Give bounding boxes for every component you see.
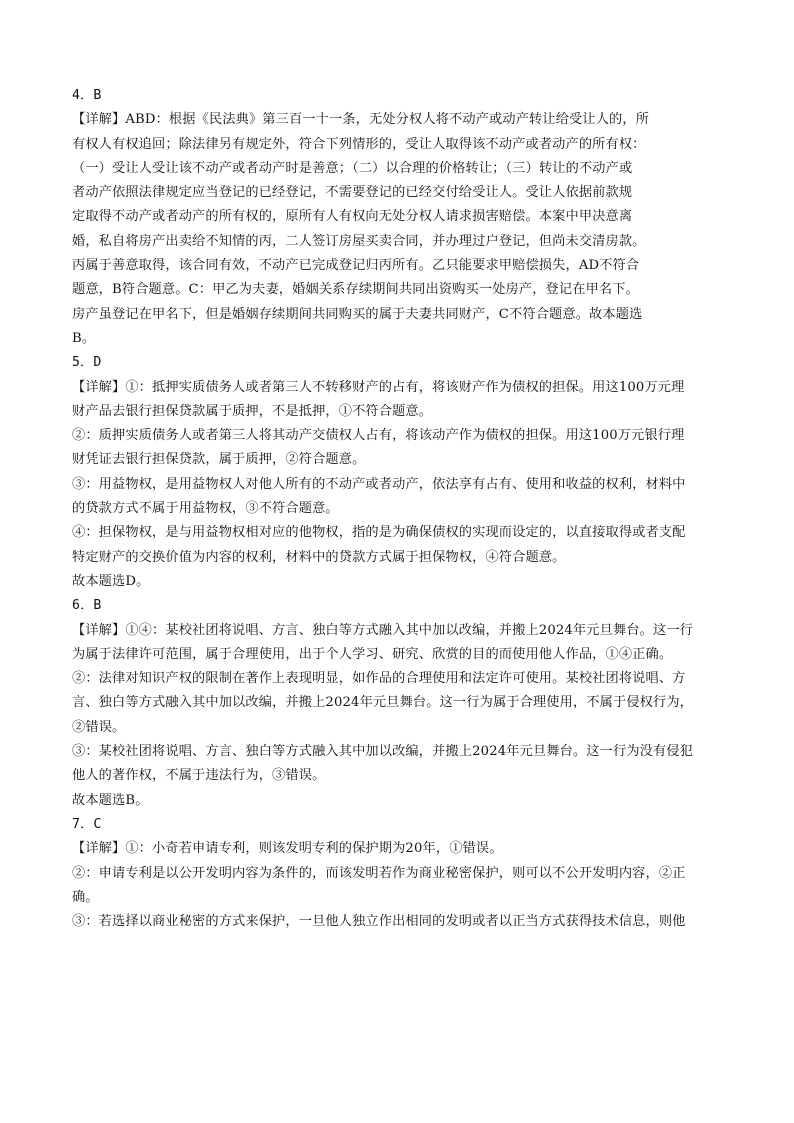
answer-number: 6．B	[72, 598, 102, 614]
explanation-line: 有权人有权追回；除法律另有规定外，符合下列情形的，受让人取得该不动产或者动产的所有权：	[72, 136, 646, 152]
explanation-line: 【详解】①④：某校社团将说唱、方言、独白等方式融入其中加以改编，并搬上2024年元旦舞台。这一行	[72, 622, 694, 638]
explanation-line: 【详解】①：抵押实质债务人或者第三人不转移财产的占有，将该财产作为债权的担保。用这100万元理	[72, 379, 685, 395]
explanation-line: 财产品去银行担保贷款属于质押，不是抵押，①不符合题意。	[72, 403, 433, 419]
explanation-line: B。	[72, 330, 96, 346]
explanation-line: 婚，私自将房产出卖给不知情的丙，二人签订房屋买卖合同，并办理过户登记，但尚未交清房款。	[72, 233, 646, 249]
explanation-line: ②：申请专利是以公开发明内容为条件的，而该发明若作为商业秘密保护，则可以不公开发明内容，②正	[72, 865, 686, 881]
explanation-line: 他人的著作权，不属于违法行为，③错误。	[72, 768, 326, 784]
explanation-line: ③：若选择以商业秘密的方式来保护，一旦他人独立作出相同的发明或者以正当方式获得技术信息，则他	[72, 914, 686, 930]
explanation-line: 丙属于善意取得，该合同有效，不动产已完成登记归丙所有。乙只能要求甲赔偿损失，AD不符合	[72, 258, 640, 274]
explanation-line: ③：用益物权，是用益物权人对他人所有的不动产或者动产，依法享有占有、使用和收益的权利，材料中	[72, 476, 686, 492]
explanation-line: 的贷款方式不属于用益物权，③不符合题意。	[72, 501, 339, 517]
explanation-line: ③：某校社团将说唱、方言、独白等方式融入其中加以改编，并搬上2024年元旦舞台。这一行为没有侵犯	[72, 744, 694, 760]
explanation-line: ②：质押实质债务人或者第三人将其动产交债权人占有，将该动产作为债权的担保。用这100万元银行理	[72, 428, 685, 444]
explanation-line: 故本题选B。	[72, 792, 149, 808]
explanation-line: ②：法律对知识产权的限制在著作上表现明显，如作品的合理使用和法定许可使用。某校社团将说唱、方	[72, 671, 686, 687]
explanation-line: 【详解】ABD：根据《民法典》第三百一十一条，无处分权人将不动产或动产转让给受让人的，所	[72, 112, 650, 128]
explanation-line: 财凭证去银行担保贷款，属于质押，②符合题意。	[72, 452, 366, 468]
explanation-line: ②错误。	[72, 719, 126, 735]
explanation-line: （一）受让人受让该不动产或者动产时是善意；（二）以合理的价格转让；（三）转让的不动产或	[72, 160, 633, 176]
answer-document	[72, 84, 720, 934]
answer-block-4	[72, 84, 720, 351]
explanation-line: 故本题选D。	[72, 573, 150, 589]
answer-block-7	[72, 813, 720, 934]
answer-number: 4．B	[72, 88, 102, 103]
explanation-line: 【详解】①：小奇若申请专利，则该发明专利的保护期为20年，①错误。	[72, 841, 503, 857]
answer-block-6	[72, 594, 720, 813]
answer-number: 7．C	[72, 816, 102, 832]
explanation-line: ④：担保物权，是与用益物权相对应的他物权，指的是为确保债权的实现而设定的，以直接取得或者支配	[72, 525, 686, 541]
explanation-line: 题意，B符合题意。C：甲乙为夫妻，婚姻关系存续期间共同出资购买一处房产，登记在甲名下。	[72, 282, 639, 298]
answer-block-5	[72, 351, 720, 594]
explanation-line: 定取得不动产或者动产的所有权的，原所有人有权向无处分权人请求损害赔偿。本案中甲决意离	[72, 209, 633, 225]
explanation-line: 言、独白等方式融入其中加以改编，并搬上2024年元旦舞台。这一行为属于合理使用，不属于侵权行为，	[72, 695, 694, 711]
explanation-line: 者动产依照法律规定应当登记的已经登记，不需要登记的已经交付给受让人。受让人依据前款规	[72, 185, 633, 201]
explanation-line: 确。	[72, 889, 99, 905]
answer-number: 5．D	[72, 355, 102, 371]
explanation-line: 特定财产的交换价值为内容的权利，材料中的贷款方式属于担保物权，④符合题意。	[72, 549, 566, 565]
explanation-line: 为属于法律许可范围，属于合理使用，出于个人学习、研究、欣赏的目的而使用他人作品，①④正确。	[72, 646, 673, 662]
explanation-line: 房产虽登记在甲名下，但是婚姻存续期间共同购买的属于夫妻共同财产，C不符合题意。故本题选	[72, 306, 643, 322]
